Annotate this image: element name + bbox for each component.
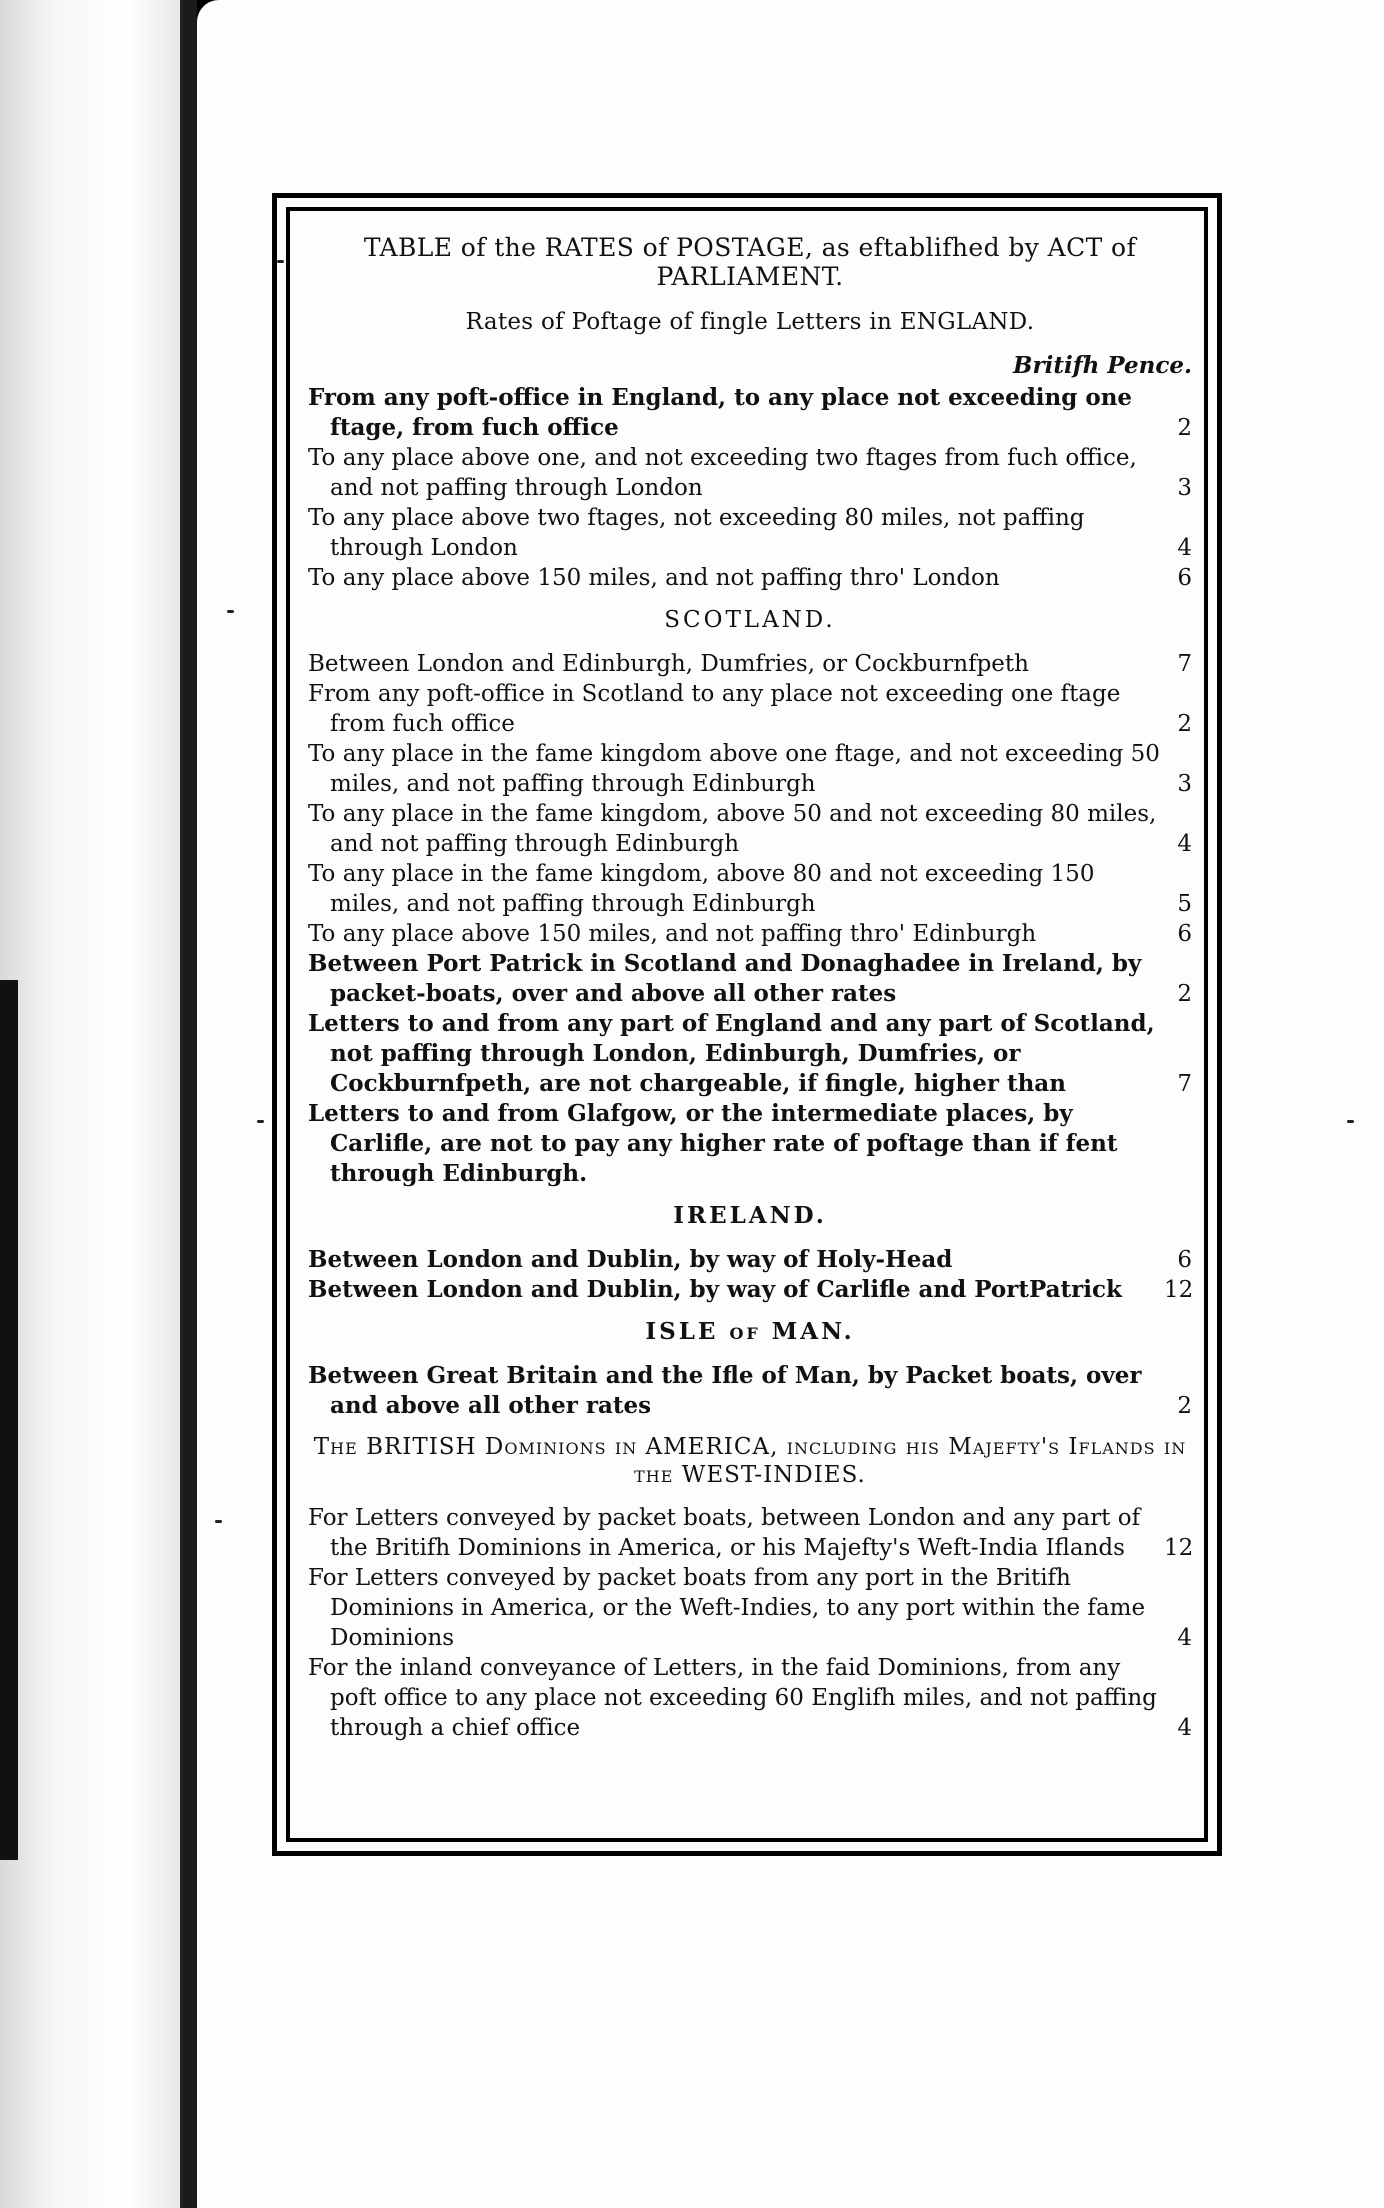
units-label: Britifh Pence.: [1013, 352, 1192, 379]
entry-text: Between London and Edinburgh, Dumfries, or Cockburnfpeth: [308, 651, 1029, 677]
rate-entry: [308, 1245, 1192, 1275]
rate-entry: [308, 1275, 1192, 1305]
entry-rate: 3: [1177, 771, 1192, 797]
ink-speck: [1347, 1120, 1354, 1123]
facing-page-edge: [0, 0, 183, 2208]
page-shadow: [0, 980, 18, 1860]
rate-entry: [308, 563, 1192, 593]
entry-text: To any place above 150 miles, and not paffing thro' London: [308, 565, 1000, 591]
entry-rate: 7: [1177, 1071, 1192, 1097]
entry-text: Between London and Dublin, by way of Holy-Head: [308, 1246, 953, 1273]
ink-speck: [257, 1120, 264, 1123]
rate-entry: [308, 1563, 1192, 1653]
rate-entry: [308, 859, 1192, 919]
section-heading-england: Rates of Poftage of fingle Letters in ENGLAND.: [465, 309, 1035, 335]
rate-entry: [308, 443, 1192, 503]
entry-text: To any place above two ftages, not exceeding 80 miles, not paffing through London: [308, 505, 1085, 561]
entry-text: Between London and Dublin, by way of Carlifle and PortPatrick: [308, 1276, 1122, 1303]
entry-text: To any place in the fame kingdom, above 50 and not exceeding 80 miles, and not paffing through Edinburgh: [308, 801, 1157, 857]
entry-rate: 2: [1177, 1393, 1192, 1419]
rate-entry: [308, 1009, 1192, 1099]
entry-text: From any poft-office in England, to any place not exceeding one ftage, from fuch office: [308, 384, 1133, 441]
entry-text: To any place above one, and not exceeding two ftages from fuch office, and not paffing through London: [308, 445, 1137, 501]
table-title: TABLE of the RATES of POSTAGE, as eftablifhed by ACT of PARLIAMENT.: [363, 233, 1137, 291]
entry-text: Between Port Patrick in Scotland and Donaghadee in Ireland, by packet-boats, over and above all other rates: [308, 950, 1142, 1007]
ink-speck: [215, 1520, 222, 1523]
entry-rate: 12: [1164, 1535, 1194, 1561]
entry-text: Between Great Britain and the Ifle of Man, by Packet boats, over and above all other rates: [308, 1362, 1142, 1419]
entry-rate: 12: [1164, 1277, 1194, 1303]
rate-entry: [308, 949, 1192, 1009]
entry-rate: 3: [1177, 475, 1192, 501]
entry-text: To any place above 150 miles, and not paffing thro' Edinburgh: [308, 921, 1037, 947]
entry-text: To any place in the fame kingdom, above 80 and not exceeding 150 miles, and not paffing through Edinburgh: [308, 861, 1095, 917]
entry-text: Letters to and from Glafgow, or the intermediate places, by Carlifle, are not to pay any higher rate of poftage than if fent through Edinburgh.: [308, 1100, 1118, 1187]
rate-entry: [308, 1361, 1192, 1421]
entry-rate: 4: [1177, 535, 1192, 561]
entry-text: To any place in the fame kingdom above one ftage, and not exceeding 50 miles, and not paffing through Edinburgh: [308, 741, 1160, 797]
book-gutter: [183, 0, 197, 2208]
entry-rate: 7: [1177, 651, 1192, 677]
entry-text: Letters to and from any part of England and any part of Scotland, not paffing through London, Edinburgh, Dumfries, or Cockburnfpeth, are not chargeable, if fingle, higher than: [308, 1010, 1155, 1097]
entry-rate: 4: [1177, 1715, 1192, 1741]
ink-speck: [227, 610, 234, 613]
rate-entry: [308, 919, 1192, 949]
entry-rate: 6: [1177, 565, 1192, 591]
rate-entry: [308, 1653, 1192, 1743]
rate-entry: [308, 679, 1192, 739]
entry-text: For Letters conveyed by packet boats from any port in the Britifh Dominions in America, or the Weft-Indies, to any port within the fame Dominions: [308, 1565, 1146, 1651]
rate-entry: [308, 1099, 1192, 1189]
section-heading-isle-of-man: ISLE of MAN.: [645, 1318, 855, 1345]
rate-entry: [308, 649, 1192, 679]
entry-rate: 2: [1177, 981, 1192, 1007]
entry-rate: 2: [1177, 711, 1192, 737]
rate-entry: [308, 799, 1192, 859]
entry-text: From any poft-office in Scotland to any place not exceeding one ftage from fuch office: [308, 681, 1121, 737]
entry-rate: 4: [1177, 831, 1192, 857]
entry-rate: 5: [1177, 891, 1192, 917]
section-heading-ireland: IRELAND.: [673, 1202, 827, 1229]
entry-rate: 6: [1177, 921, 1192, 947]
entry-text: For the inland conveyance of Letters, in the faid Dominions, from any poft office to any place not exceeding 60 Englifh miles, and not paffing through a chief office: [308, 1655, 1157, 1741]
postage-table: [286, 207, 1208, 1842]
section-heading-scotland: SCOTLAND.: [664, 607, 836, 633]
entry-text: For Letters conveyed by packet boats, between London and any part of the Britifh Dominions in America, or his Majefty's Weft-India Iflands: [308, 1505, 1141, 1561]
entry-rate: 2: [1177, 415, 1192, 441]
rate-entry: [308, 1503, 1192, 1563]
entry-rate: 4: [1177, 1625, 1192, 1651]
rate-entry: [308, 739, 1192, 799]
rate-entry: [308, 383, 1192, 443]
entry-rate: 6: [1177, 1247, 1192, 1273]
postage-table-frame: [272, 193, 1222, 1856]
section-heading-america: The BRITISH Dominions in AMERICA, including his Majefty's Iflands in the WEST-INDIES.: [313, 1434, 1187, 1488]
rate-entry: [308, 503, 1192, 563]
